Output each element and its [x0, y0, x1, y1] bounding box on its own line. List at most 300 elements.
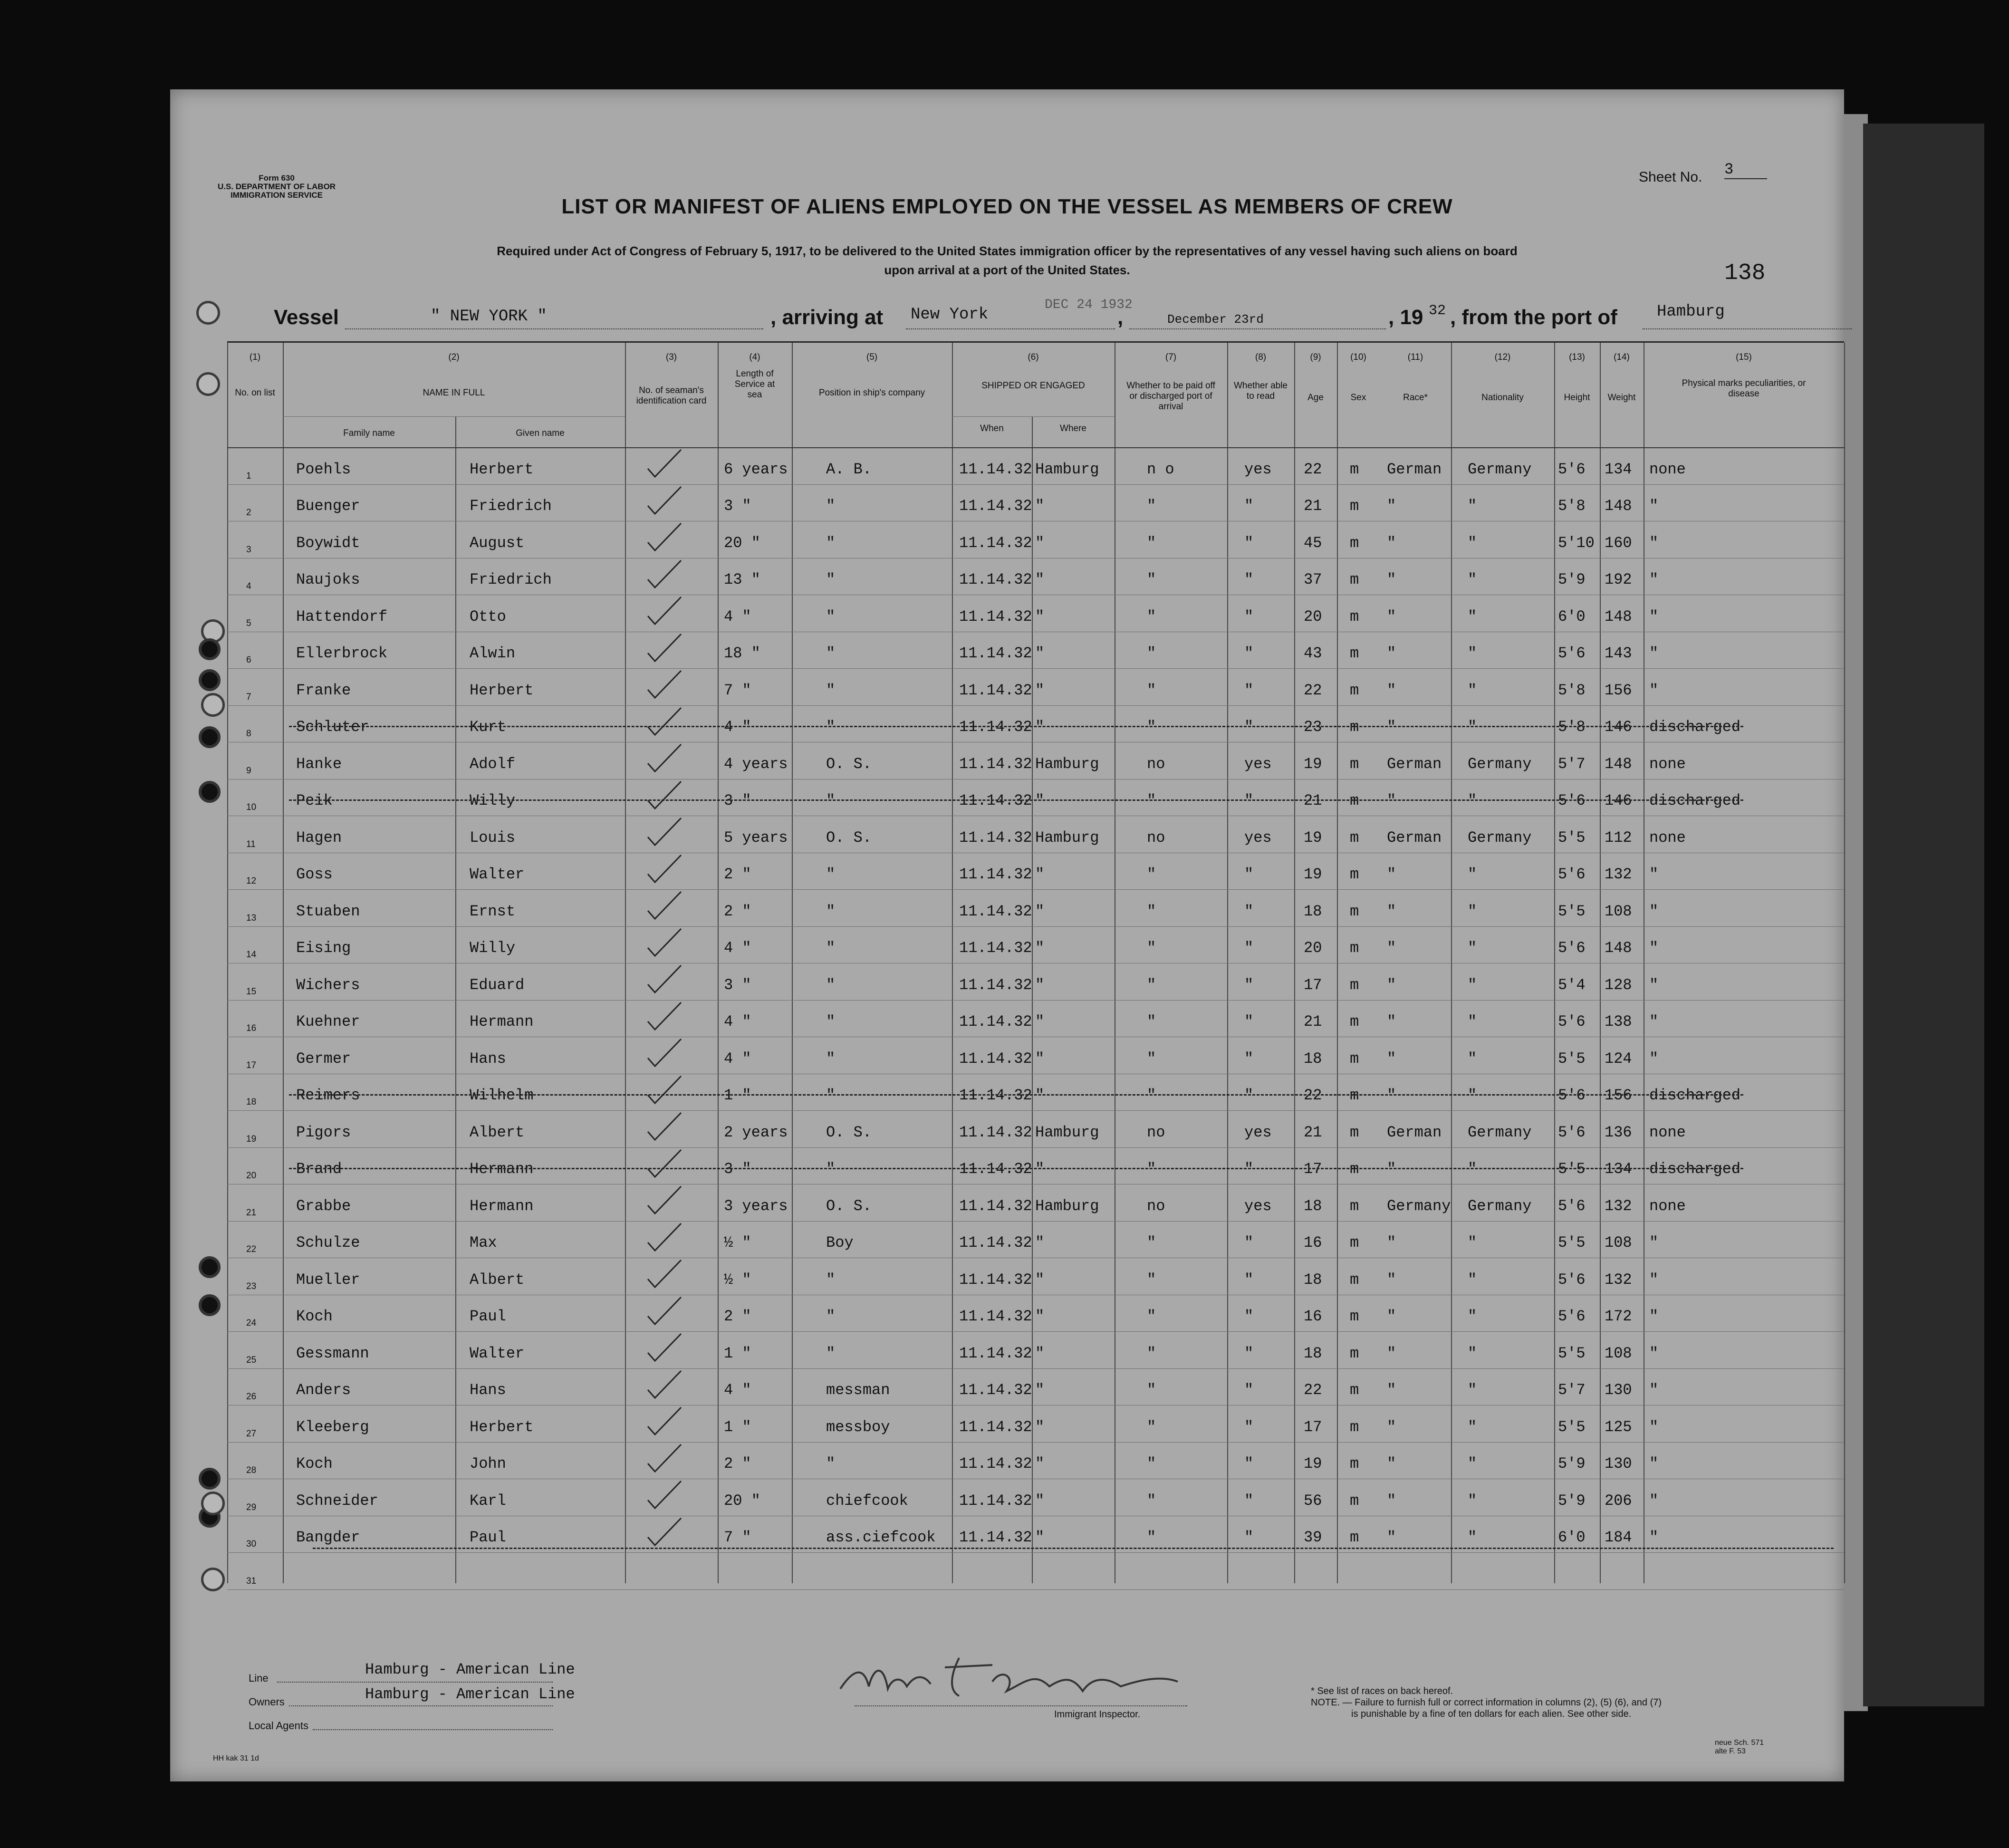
- cell-when: 11.14.32: [959, 902, 1032, 920]
- row-number: 13: [246, 913, 257, 923]
- table-row: [227, 926, 1844, 963]
- cell-read: ": [1244, 1455, 1254, 1473]
- cell-given: Friedrich: [470, 497, 552, 515]
- cell-sex: m: [1350, 460, 1359, 478]
- cell-race: Germany: [1387, 1197, 1451, 1215]
- cell-service: 3 years: [724, 1197, 788, 1215]
- cell-family: Koch: [296, 1455, 333, 1473]
- form-ref-line: U.S. DEPARTMENT OF LABOR: [218, 182, 336, 191]
- row-number: 31: [246, 1576, 257, 1586]
- row-number: 28: [246, 1465, 257, 1475]
- cell-weight: 184: [1605, 1529, 1632, 1546]
- cell-position: ": [826, 866, 836, 883]
- cell-age: 37: [1304, 571, 1322, 588]
- cell-family: Eising: [296, 939, 351, 957]
- cell-where: ": [1035, 1234, 1045, 1251]
- cell-race: ": [1387, 1308, 1396, 1325]
- cell-given: Eduard: [470, 976, 525, 994]
- cell-age: 45: [1304, 534, 1322, 552]
- cell-position: ": [826, 976, 836, 994]
- col-number: (9): [1310, 352, 1321, 362]
- table-row: [227, 668, 1844, 705]
- cell-when: 11.14.32: [959, 976, 1032, 994]
- cell-race: ": [1387, 718, 1396, 736]
- cell-position: chiefcook: [826, 1492, 908, 1510]
- table-row: [227, 1516, 1844, 1553]
- cell-service: 2 ": [724, 866, 751, 883]
- cell-where: ": [1035, 571, 1045, 588]
- table-row: [227, 595, 1844, 632]
- cell-paid: ": [1147, 792, 1156, 809]
- cell-marks: ": [1649, 1270, 1659, 1289]
- column-divider: [1844, 343, 1845, 1583]
- subtitle-line: upon arrival at a port of the United States.: [884, 263, 1130, 277]
- cell-race: ": [1387, 976, 1396, 994]
- cell-family: Goss: [296, 866, 333, 883]
- cell-service: 18 ": [724, 645, 760, 662]
- cell-height: 5'5: [1558, 902, 1586, 920]
- table-row: [227, 816, 1844, 853]
- cell-where: ": [1035, 681, 1045, 699]
- cell-race: ": [1387, 681, 1396, 699]
- cell-read: ": [1244, 718, 1254, 736]
- cell-marks: ": [1649, 976, 1659, 994]
- cell-height: 5'9: [1558, 1492, 1586, 1510]
- table-row: [227, 1000, 1844, 1037]
- cell-when: 11.14.32: [959, 1049, 1032, 1068]
- table-row: [227, 853, 1844, 890]
- from-port: Hamburg: [1657, 303, 1725, 321]
- checkmark-icon: [645, 853, 683, 886]
- cell-sex: m: [1350, 718, 1359, 736]
- cell-weight: 148: [1605, 497, 1632, 515]
- cell-weight: 125: [1605, 1418, 1632, 1436]
- cell-read: ": [1244, 976, 1254, 994]
- cell-read: yes: [1244, 460, 1272, 478]
- cell-service: 3 ": [724, 497, 751, 515]
- cell-marks: none: [1649, 1123, 1686, 1141]
- cell-position: O. S.: [826, 755, 872, 773]
- row-number: 17: [246, 1060, 257, 1070]
- cell-marks: ": [1649, 939, 1659, 957]
- cell-when: 11.14.32: [959, 1160, 1032, 1178]
- print-ref-line: neue Sch. 571: [1715, 1739, 1764, 1747]
- cell-nationality: ": [1468, 1529, 1477, 1546]
- cell-read: ": [1244, 866, 1254, 883]
- sheet-number-label: Sheet No.: [1639, 169, 1702, 185]
- cell-when: 11.14.32: [959, 1308, 1032, 1325]
- cell-service: 2 years: [724, 1123, 788, 1141]
- col-number: (7): [1165, 352, 1177, 362]
- cell-paid: ": [1147, 1049, 1156, 1068]
- cell-position: ": [826, 718, 836, 736]
- footer: [170, 1648, 1844, 1772]
- table-row: [227, 1221, 1844, 1258]
- cell-where: ": [1035, 534, 1045, 552]
- cell-read: ": [1244, 645, 1254, 662]
- cell-when: 11.14.32: [959, 792, 1032, 809]
- cell-where: ": [1035, 1087, 1045, 1104]
- header-given-name: Given name: [516, 428, 565, 438]
- cell-read: ": [1244, 1529, 1254, 1546]
- header-nationality: Nationality: [1481, 393, 1524, 403]
- port-underline: [906, 328, 1115, 329]
- cell-family: Brand: [296, 1160, 342, 1178]
- cell-sex: m: [1350, 1049, 1359, 1068]
- table-row: [227, 521, 1844, 558]
- cell-given: Hans: [470, 1381, 506, 1399]
- cell-nationality: ": [1468, 1160, 1477, 1178]
- cell-service: 4 ": [724, 1013, 751, 1030]
- cell-sex: m: [1350, 1087, 1359, 1104]
- col-number: (14): [1614, 352, 1630, 362]
- cell-nationality: Germany: [1468, 1123, 1532, 1141]
- cell-race: German: [1387, 755, 1442, 773]
- checkmark-icon: [645, 521, 683, 554]
- cell-age: 18: [1304, 1270, 1322, 1289]
- header-name-in-full: NAME IN FULL: [423, 388, 485, 398]
- print-reference-left: HH kak 31 1d: [213, 1754, 259, 1762]
- strikethrough-line: [289, 726, 1743, 727]
- cell-where: ": [1035, 607, 1045, 626]
- cell-sex: m: [1350, 1197, 1359, 1215]
- cell-service: ½ ": [724, 1234, 751, 1251]
- cell-marks: ": [1649, 1013, 1659, 1030]
- cell-age: 20: [1304, 939, 1322, 957]
- row-number: 29: [246, 1502, 257, 1512]
- cell-where: Hamburg: [1035, 1123, 1099, 1141]
- cell-sex: m: [1350, 645, 1359, 662]
- cell-sex: m: [1350, 534, 1359, 552]
- cell-age: 18: [1304, 1049, 1322, 1068]
- cell-given: Herbert: [470, 1418, 534, 1436]
- cell-sex: m: [1350, 939, 1359, 957]
- agents-underline: [313, 1729, 553, 1730]
- checkmark-icon: [645, 816, 683, 849]
- cell-position: ": [826, 1160, 836, 1178]
- table-row: [227, 1037, 1844, 1074]
- cell-service: 3 ": [724, 1160, 751, 1178]
- cell-position: ": [826, 1013, 836, 1030]
- cell-family: Poehls: [296, 460, 351, 478]
- cell-age: 20: [1304, 607, 1322, 626]
- cell-age: 21: [1304, 792, 1322, 809]
- inspector-signature: [836, 1648, 1197, 1710]
- cell-weight: 134: [1605, 460, 1632, 478]
- cell-height: 5'6: [1558, 1308, 1586, 1325]
- table-row: [227, 1552, 1844, 1589]
- cell-when: 11.14.32: [959, 1529, 1032, 1546]
- checkmark-icon: [645, 632, 683, 665]
- cell-position: ": [826, 1270, 836, 1289]
- row-number: 5: [246, 618, 251, 628]
- cell-paid: ": [1147, 1270, 1156, 1289]
- cell-age: 17: [1304, 976, 1322, 994]
- cell-race: ": [1387, 1492, 1396, 1510]
- cell-weight: 112: [1605, 828, 1632, 847]
- cell-weight: 146: [1605, 792, 1632, 809]
- cell-read: ": [1244, 1270, 1254, 1289]
- cell-race: ": [1387, 1234, 1396, 1251]
- cell-age: 16: [1304, 1308, 1322, 1325]
- cell-paid: ": [1147, 976, 1156, 994]
- col-number: (8): [1255, 352, 1267, 362]
- cell-service: 1 ": [724, 1418, 751, 1436]
- cell-nationality: Germany: [1468, 460, 1532, 478]
- cell-height: 5'6: [1558, 1087, 1586, 1104]
- cell-given: Willy: [470, 792, 516, 809]
- cell-weight: 192: [1605, 571, 1632, 588]
- col-number: (12): [1494, 352, 1511, 362]
- row-number: 7: [246, 692, 251, 702]
- cell-given: Herbert: [470, 681, 534, 699]
- cell-position: ": [826, 571, 836, 588]
- header-weight: Weight: [1607, 393, 1636, 403]
- cell-paid: ": [1147, 1160, 1156, 1178]
- cell-family: Ellerbrock: [296, 645, 388, 662]
- cell-sex: m: [1350, 1234, 1359, 1251]
- cell-marks: none: [1649, 828, 1686, 847]
- row-number: 27: [246, 1428, 257, 1439]
- cell-age: 18: [1304, 1344, 1322, 1362]
- cell-service: 3 ": [724, 976, 751, 994]
- cell-family: Hagen: [296, 828, 342, 847]
- cell-height: 5'8: [1558, 497, 1586, 515]
- line-value: Hamburg - American Line: [365, 1661, 575, 1678]
- cell-sex: m: [1350, 1529, 1359, 1546]
- cell-nationality: ": [1468, 902, 1477, 920]
- checkmark-icon: [645, 1295, 683, 1328]
- table-row: [227, 447, 1844, 484]
- cell-where: Hamburg: [1035, 755, 1099, 773]
- cell-marks: ": [1649, 902, 1659, 920]
- table-row: [227, 742, 1844, 779]
- cell-service: 20 ": [724, 534, 760, 552]
- binder-hole-icon: [199, 638, 221, 660]
- cell-age: 18: [1304, 1197, 1322, 1215]
- cell-marks: ": [1649, 571, 1659, 588]
- cell-nationality: ": [1468, 534, 1477, 552]
- cell-weight: 108: [1605, 1234, 1632, 1251]
- cell-when: 11.14.32: [959, 1455, 1032, 1473]
- cell-age: 19: [1304, 866, 1322, 883]
- cell-age: 22: [1304, 460, 1322, 478]
- cell-weight: 128: [1605, 976, 1632, 994]
- cell-height: 5'6: [1558, 1197, 1586, 1215]
- cell-read: ": [1244, 1492, 1254, 1510]
- col-number: (10): [1350, 352, 1366, 362]
- cell-paid: ": [1147, 607, 1156, 626]
- cell-weight: 148: [1605, 755, 1632, 773]
- cell-paid: ": [1147, 1492, 1156, 1510]
- cell-marks: ": [1649, 497, 1659, 515]
- cell-sex: m: [1350, 755, 1359, 773]
- header-paid-off: Whether to be paid off or discharged port of arrival: [1126, 381, 1215, 412]
- cell-weight: 108: [1605, 1344, 1632, 1362]
- binder-hole-icon: [199, 1294, 221, 1316]
- header-length-service: Length of Service at sea: [734, 369, 775, 400]
- cell-sex: m: [1350, 681, 1359, 699]
- cell-marks: ": [1649, 534, 1659, 552]
- row-number: 1: [246, 471, 251, 481]
- cell-where: Hamburg: [1035, 828, 1099, 847]
- table-row: [227, 558, 1844, 595]
- document-subtitle: [170, 241, 1844, 279]
- row-number: 14: [246, 950, 257, 960]
- row-number: 3: [246, 544, 251, 555]
- row-number: 19: [246, 1134, 257, 1144]
- cell-service: 1 ": [724, 1087, 751, 1104]
- cell-read: yes: [1244, 1123, 1272, 1141]
- cell-height: 5'6: [1558, 866, 1586, 883]
- year-suffix: 32: [1429, 303, 1446, 319]
- checkmark-icon: [645, 595, 683, 628]
- cell-weight: 130: [1605, 1455, 1632, 1473]
- row-number: 30: [246, 1539, 257, 1549]
- header-able-read: Whether able to read: [1233, 381, 1288, 401]
- from-label: , from the port of: [1450, 306, 1617, 329]
- cell-family: Stuaben: [296, 902, 360, 920]
- cell-family: Pigors: [296, 1123, 351, 1141]
- row-number: 15: [246, 986, 257, 997]
- row-number: 21: [246, 1207, 257, 1218]
- cell-read: ": [1244, 792, 1254, 809]
- subtitle-line: Required under Act of Congress of February 5, 1917, to be delivered to the United States immigration officer by the representatives of any vessel having such aliens on board: [497, 244, 1518, 258]
- checkmark-icon: [645, 1147, 683, 1181]
- cell-paid: n o: [1147, 460, 1174, 478]
- cell-race: ": [1387, 792, 1396, 809]
- cell-marks: ": [1649, 1344, 1659, 1362]
- cell-weight: 143: [1605, 645, 1632, 662]
- cell-height: 5'8: [1558, 681, 1586, 699]
- cell-when: 11.14.32: [959, 1492, 1032, 1510]
- cell-when: 11.14.32: [959, 866, 1032, 883]
- cell-read: ": [1244, 534, 1254, 552]
- cell-race: ": [1387, 497, 1396, 515]
- table-row: [227, 1331, 1844, 1368]
- row-number: 9: [246, 765, 251, 776]
- col-number: (15): [1736, 352, 1752, 362]
- row-number: 2: [246, 508, 251, 518]
- cell-given: Walter: [470, 1344, 525, 1362]
- cell-given: Willy: [470, 939, 516, 957]
- vessel-name: " NEW YORK ": [431, 308, 547, 326]
- cell-position: ": [826, 534, 836, 552]
- cell-paid: ": [1147, 1455, 1156, 1473]
- cell-weight: 134: [1605, 1160, 1632, 1178]
- cell-race: ": [1387, 607, 1396, 626]
- cell-read: yes: [1244, 755, 1272, 773]
- cell-nationality: ": [1468, 1344, 1477, 1362]
- cell-service: 1 ": [724, 1344, 751, 1362]
- table-row: [227, 963, 1844, 1000]
- cell-when: 11.14.32: [959, 1270, 1032, 1289]
- cell-where: ": [1035, 1418, 1045, 1436]
- cell-age: 23: [1304, 718, 1322, 736]
- header-race: Race*: [1403, 393, 1428, 403]
- owners-value: Hamburg - American Line: [365, 1685, 575, 1703]
- checkmark-icon: [645, 1184, 683, 1217]
- cell-race: ": [1387, 1160, 1396, 1178]
- cell-sex: m: [1350, 902, 1359, 920]
- cell-weight: 148: [1605, 607, 1632, 626]
- cell-weight: 148: [1605, 939, 1632, 957]
- cell-given: Wilhelm: [470, 1087, 534, 1104]
- cell-paid: ": [1147, 534, 1156, 552]
- cell-weight: 136: [1605, 1123, 1632, 1141]
- cell-nationality: ": [1468, 607, 1477, 626]
- cell-family: Boywidt: [296, 534, 360, 552]
- cell-given: Kurt: [470, 718, 506, 736]
- print-reference-right: [1715, 1739, 1764, 1756]
- cell-age: 39: [1304, 1529, 1322, 1546]
- header-sex: Sex: [1350, 393, 1366, 403]
- cell-nationality: Germany: [1468, 828, 1532, 847]
- cell-where: ": [1035, 1344, 1045, 1362]
- cell-sex: m: [1350, 497, 1359, 515]
- cell-race: ": [1387, 1418, 1396, 1436]
- checkmark-icon: [645, 926, 683, 960]
- cell-where: ": [1035, 1049, 1045, 1068]
- checkmark-icon: [645, 889, 683, 923]
- cell-race: ": [1387, 1381, 1396, 1399]
- header-divider: [283, 416, 625, 417]
- cell-paid: ": [1147, 1381, 1156, 1399]
- cell-position: ": [826, 607, 836, 626]
- cell-sex: m: [1350, 1492, 1359, 1510]
- comma: ,: [1117, 306, 1124, 329]
- cell-where: Hamburg: [1035, 460, 1099, 478]
- cell-race: ": [1387, 902, 1396, 920]
- cell-nationality: Germany: [1468, 1197, 1532, 1215]
- cell-family: Hanke: [296, 755, 342, 773]
- cell-family: Peik: [296, 792, 333, 809]
- table-row: [227, 1295, 1844, 1332]
- cell-position: ": [826, 497, 836, 515]
- cell-paid: ": [1147, 1087, 1156, 1104]
- header-id-card: No. of seaman's identification card: [636, 385, 707, 406]
- cell-marks: ": [1649, 681, 1659, 699]
- cell-service: 7 ": [724, 1529, 751, 1546]
- cell-given: Louis: [470, 828, 516, 847]
- binder-hole-icon: [196, 301, 220, 325]
- cell-sex: m: [1350, 976, 1359, 994]
- cell-read: ": [1244, 1308, 1254, 1325]
- cell-where: ": [1035, 1013, 1045, 1030]
- cell-when: 11.14.32: [959, 571, 1032, 588]
- year-prefix: , 19: [1388, 306, 1423, 329]
- cell-sex: m: [1350, 1270, 1359, 1289]
- cell-service: 4 ": [724, 939, 751, 957]
- cell-sex: m: [1350, 607, 1359, 626]
- cell-height: 6'0: [1558, 1529, 1586, 1546]
- col-number: (2): [448, 352, 460, 362]
- cell-marks: discharged: [1649, 792, 1741, 809]
- table-row: [227, 632, 1844, 669]
- cell-marks: none: [1649, 460, 1686, 478]
- cell-paid: no: [1147, 755, 1165, 773]
- cell-age: 17: [1304, 1418, 1322, 1436]
- cell-when: 11.14.32: [959, 1087, 1032, 1104]
- cell-marks: ": [1649, 1049, 1659, 1068]
- cell-height: 5'8: [1558, 718, 1586, 736]
- note-line: NOTE. — Failure to furnish full or correct information in columns (2), (5) (6), and (7): [1311, 1697, 1662, 1708]
- cell-height: 5'4: [1558, 976, 1586, 994]
- cell-family: Grabbe: [296, 1197, 351, 1215]
- cell-given: Hermann: [470, 1197, 534, 1215]
- cell-race: ": [1387, 1455, 1396, 1473]
- header-height: Height: [1564, 393, 1590, 403]
